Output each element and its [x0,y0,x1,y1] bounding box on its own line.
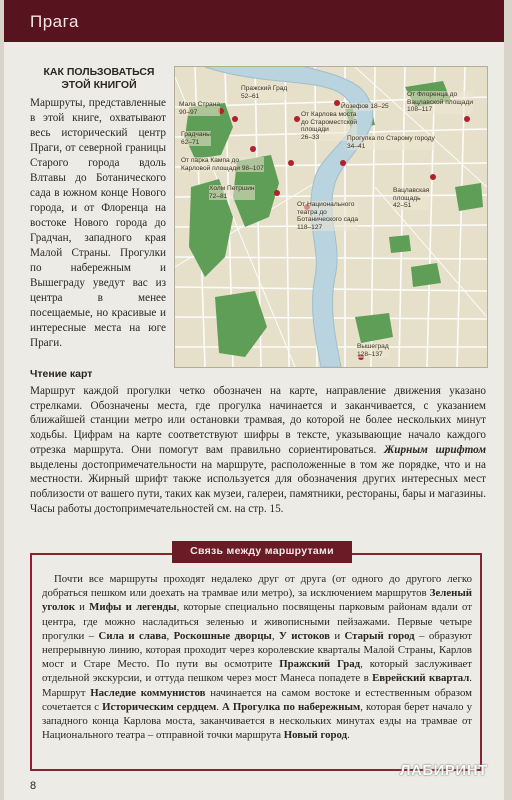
map-label-josefov: Йозефов 18–25 [341,103,389,110]
reading-maps-paragraph: Маршрут каждой прогулки четко обозначен на карте, направление движения указано стрелками. Обозначены места, где прогулка начинается и заканчивается, с указанием ближайшей станции метро или остановки трамвая, до которой не более нескольких минут ходьбы. Цифрам на карте соответствуют шифры в тексте, указывающие начало каждого отрезка маршрута. Они помогут вам правильно сориентироваться. Жирным шрифтом выделены достопримечательности на маршруте, расположенные в том же порядке, что и на местности. Жирный шрифт также используется для обозначения других интересных мест поблизости от вашего пути, таких как музеи, галереи, памятники, рестораны, бары и магазины. Часы работы достопримечательностей см. на стр. 15. [30,385,486,515]
map-label-mala-strana: Мала Страна 90–97 [179,101,221,116]
reading-maps-heading: Чтение карт [30,368,93,380]
prague-map [174,66,488,368]
bold-term: Жирным шрифтом [384,443,486,456]
map-label-prague-castle: Пражский Град 52–61 [241,85,288,100]
map-label-wenceslas-square: Вацлавская площадь 42–51 [393,187,430,209]
route-links-paragraph: Почти все маршруты проходят недалеко друг от друга (от одного до другого легко добраться пешком или доехать на трамвае или метро), за исключением маршрутов Зеленый уголок и Мифы и легенды, которые специально посвящены парковым районам вдали от центра, где можно насладиться зеленью и живописными пейзажами. Первые четыре прогулки – Сила и слава, Роскошные дворцы, У истоков и Старый город – образуют непрерывную линию, которая проходит через королевские кварталы Малой Страны, Карлов мост и Старе Место. По пути вы осмотрите Пражский Град, который заслуживает отдельной экскурсии, и оттуда пешком через мост Манеса попадете в Еврейский квартал. Маршрут Наследие коммунистов начинается на самом востоке и естественным образом сочетается с Историческим сердцем. А Прогулка по набережным, которая берет начало у западного конца Карлова моста, заканчивается в нескольких минутах езды на трамвае от Национального театра – отправной точки маршрута Новый город. [42,573,473,742]
map-label-vysehrad: Вышеград 128–137 [357,343,389,358]
watermark-logo: ЛАБИРИНТ [400,762,488,779]
header-bar [4,0,504,42]
how-to-heading: КАК ПОЛЬЗОВАТЬСЯ ЭТОЙ КНИГОЙ [43,66,155,91]
book-page [4,0,504,800]
map-label-florence-wenceslas: От Флоренца до Вацлавской площади 108–117 [407,91,474,113]
map-label-petrin: Холм Петршин 72–81 [209,185,255,200]
route-links-title-bar [172,541,352,563]
map-label-gradchany: Градчаны 62–71 [181,131,211,146]
page-title: Прага [30,12,79,31]
route-links-title: Связь между маршрутами [190,545,334,557]
map-label-national-theatre: От Национального театра до Ботанического сада 118–127 [297,201,359,231]
intro-paragraph: Маршруты, представленные в этой книге, охватывают весь исторический центр Праги, от северной границы Старого города вдоль Влтавы до Ботанического сада в южном конце Нового города, и от Флоренца на востоке Нового города до Градчан, западного края Малой Страны. Прогулки по набережным и Вышеграду уведут вас из центра в менее посещаемые, но красивые и интересные места на юге Праги. [30,97,166,349]
page-number: 8 [30,780,37,792]
map-label-old-town-walk: Прогулка по Старому городу 34–41 [347,135,435,150]
map-label-kampa: От парка Кампа до Карловой площади 98–107 [181,157,264,172]
map-label-old-town-square: От Карлова моста до Староместской площади 26–33 [301,111,358,141]
